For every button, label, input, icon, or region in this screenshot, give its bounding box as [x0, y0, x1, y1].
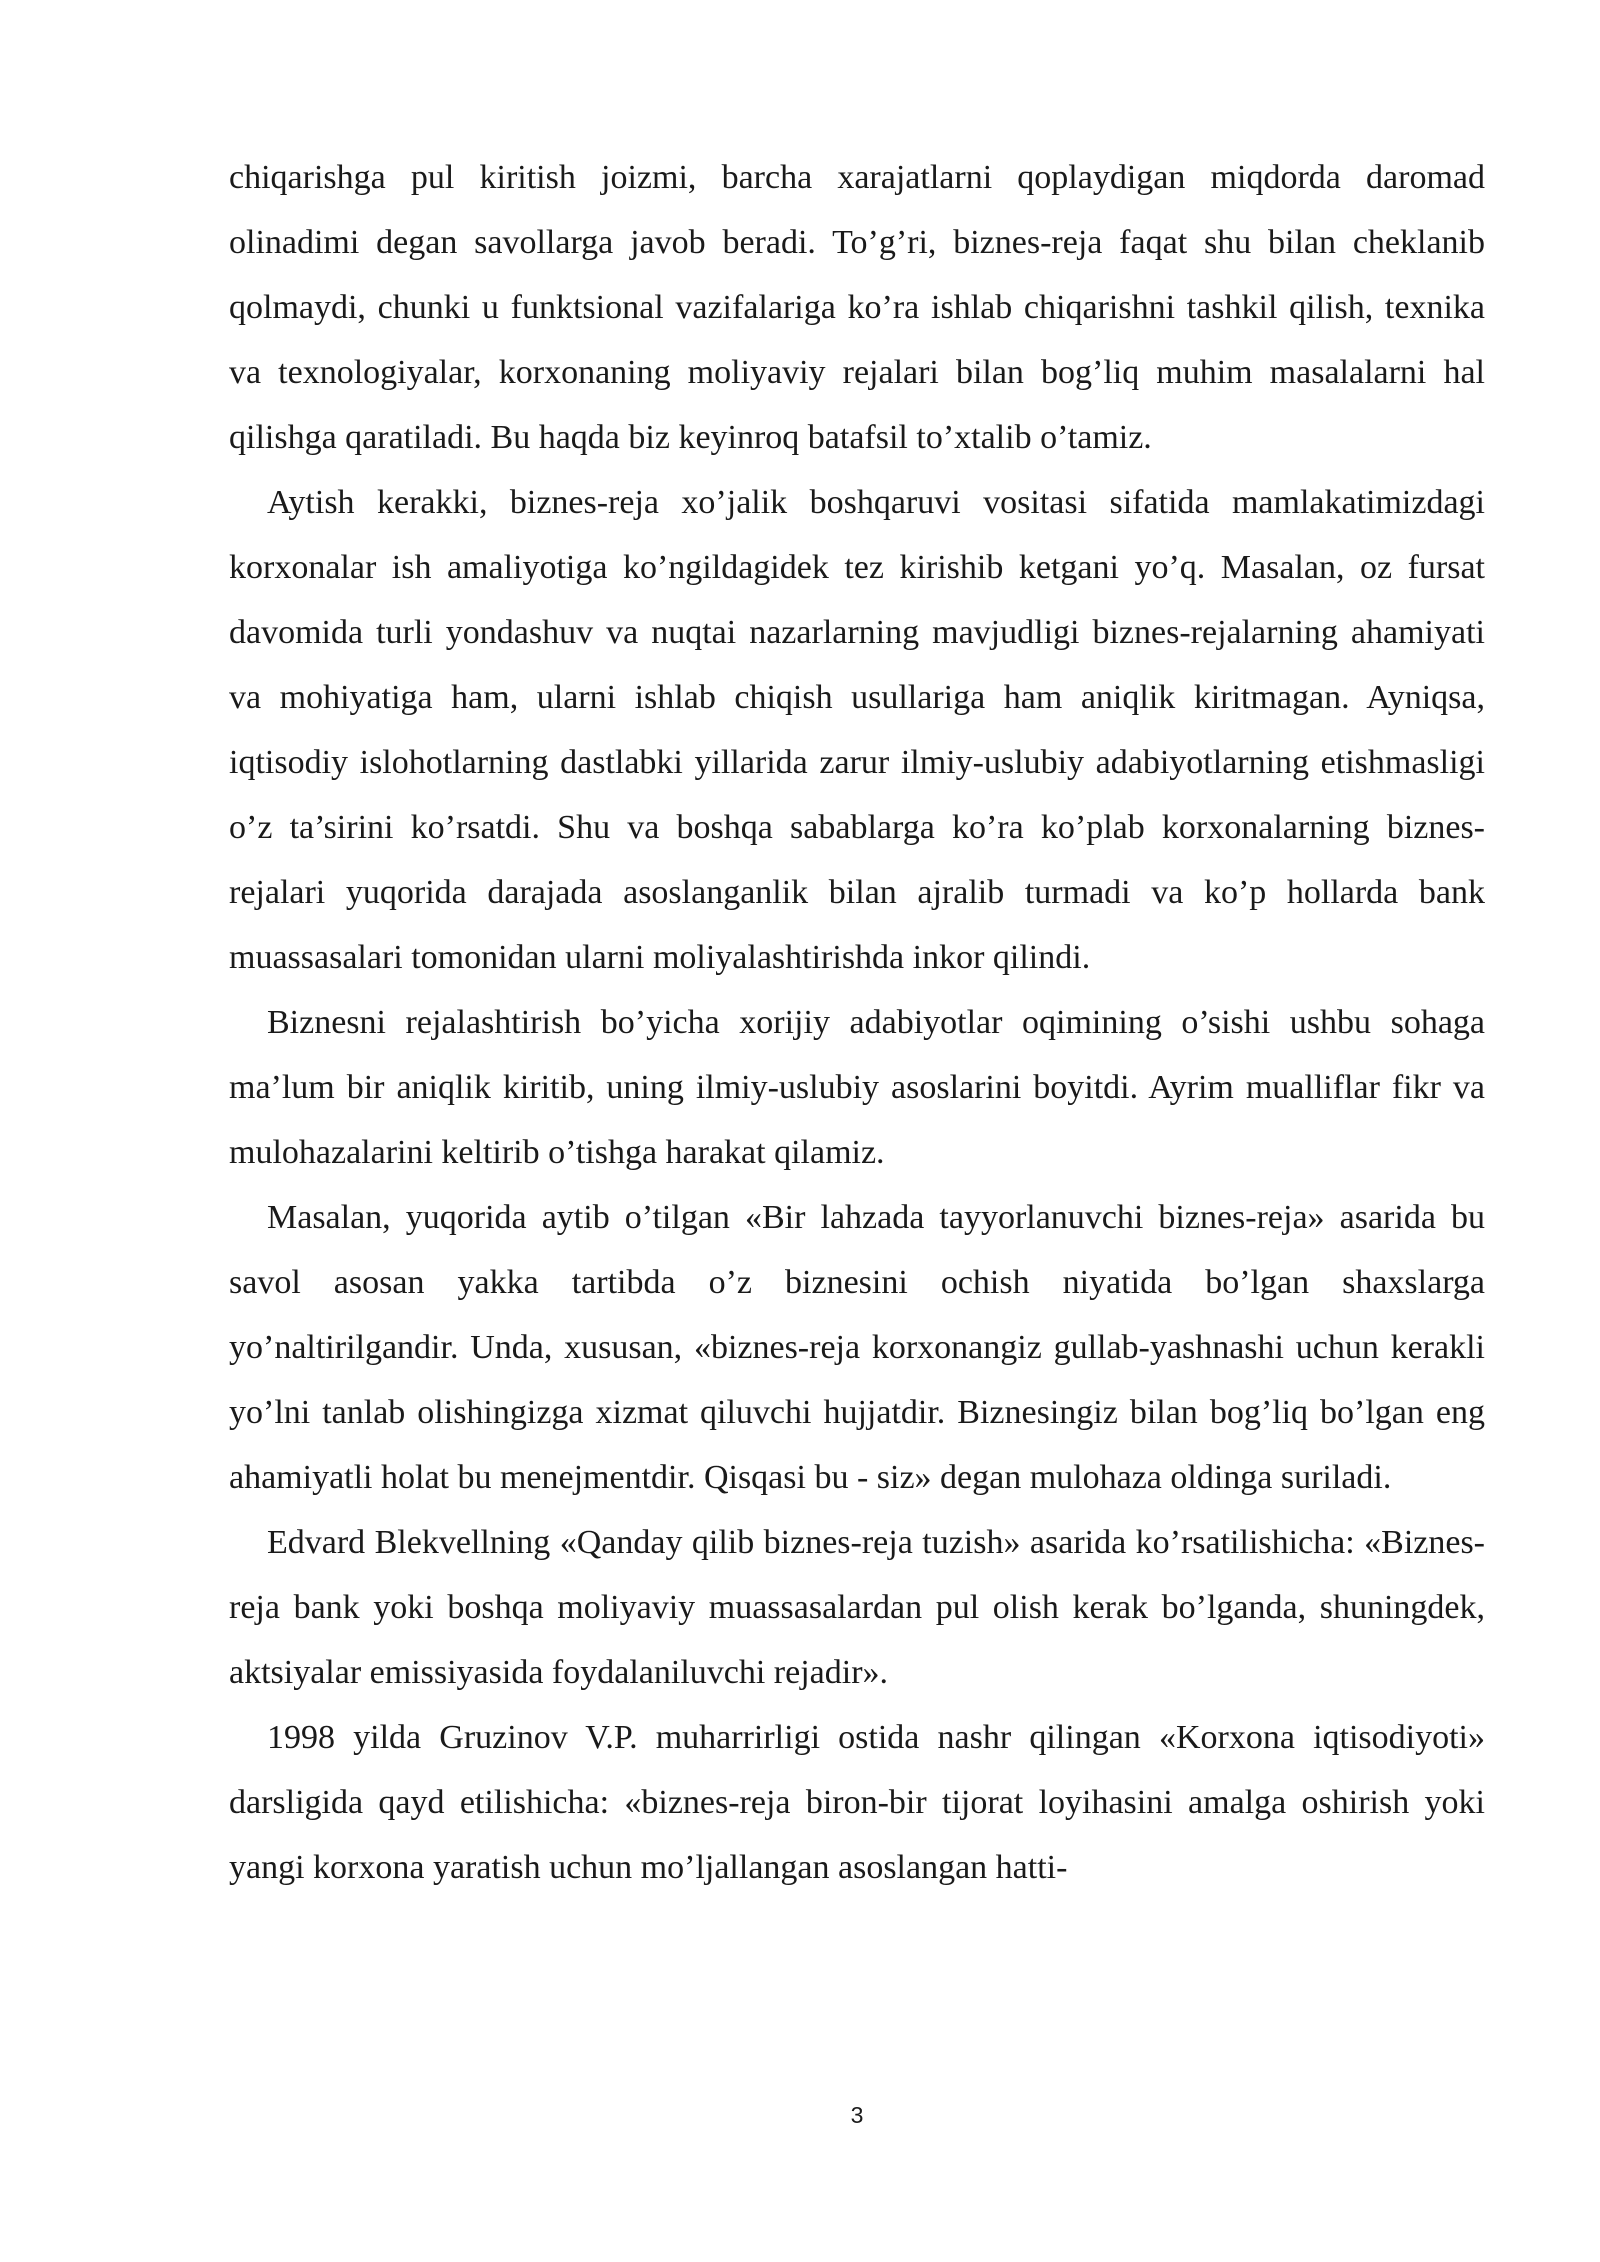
paragraph: Masalan, yuqorida aytib o’tilgan «Bir lahzada tayyorlanuvchi biznes-reja» asarida bu savol asosan yakka tartibda o’z biznesini ochish niyatida bo’lgan shaxslarga yo’naltirilgandir. Unda, xususan, «biznes-reja korxonangiz gullab-yashnashi uchun kerakli yo’lni tanlab olishingizga xizmat qiluvchi hujjatdir. Biznesingiz bilan bog’liq bo’lgan eng ahamiyatli holat bu menejmentdir. Qisqasi bu - siz» degan mulohaza oldinga suriladi. [229, 1199, 1485, 1496]
document-body [229, 145, 1485, 1900]
paragraph: 1998 yilda Gruzinov V.P. muharrirligi ostida nashr qilingan «Korxona iqtisodiyoti» darsligida qayd etilishicha: «biznes-reja biron-bir tijorat loyihasini amalga oshirish yoki yangi korxona yaratish uchun mo’ljallangan asoslangan hatti- [229, 1719, 1485, 1886]
paragraph: Biznesni rejalashtirish bo’yicha xorijiy adabiyotlar oqimining o’sishi ushbu sohaga ma’lum bir aniqlik kiritib, uning ilmiy-uslubiy asoslarini boyitdi. Ayrim mualliflar fikr va mulohazalarini keltirib o’tishga harakat qilamiz. [229, 1004, 1485, 1171]
paragraph: Edvard Blekvellning «Qanday qilib biznes-reja tuzish» asarida ko’rsatilishicha: «Biznes-reja bank yoki boshqa moliyaviy muassasalardan pul olish kerak bo’lganda, shuningdek, aktsiyalar emissiyasida foydalaniluvchi rejadir». [229, 1524, 1485, 1691]
paragraph-continuation: chiqarishga pul kiritish joizmi, barcha xarajatlarni qoplaydigan miqdorda daromad olinadimi degan savollarga javob beradi. To’g’ri, biznes-reja faqat shu bilan cheklanib qolmaydi, chunki u funktsional vazifalariga ko’ra ishlab chiqarishni tashkil qilish, texnika va texnologiyalar, korxonaning moliyaviy rejalari bilan bog’liq muhim masalalarni hal qilishga qaratiladi. Bu haqda biz keyinroq batafsil to’xtalib o’tamiz. [229, 159, 1485, 456]
paragraph: Aytish kerakki, biznes-reja xo’jalik boshqaruvi vositasi sifatida mamlakatimizdagi korxonalar ish amaliyotiga ko’ngildagidek tez kirishib ketgani yo’q. Masalan, oz fursat davomida turli yondashuv va nuqtai nazarlarning mavjudligi biznes-rejalarning ahamiyati va mohiyatiga ham, ularni ishlab chiqish usullariga ham aniqlik kiritmagan. Ayniqsa, iqtisodiy islohotlarning dastlabki yillarida zarur ilmiy-uslubiy adabiyotlarning etishmasligi o’z ta’sirini ko’rsatdi. Shu va boshqa sabablarga ko’ra ko’plab korxonalarning biznes-rejalari yuqorida darajada asoslanganlik bilan ajralib turmadi va ko’p hollarda bank muassasalari tomonidan ularni moliyalashtirishda inkor qilindi. [229, 484, 1485, 976]
page-number: 3 [850, 2102, 864, 2128]
